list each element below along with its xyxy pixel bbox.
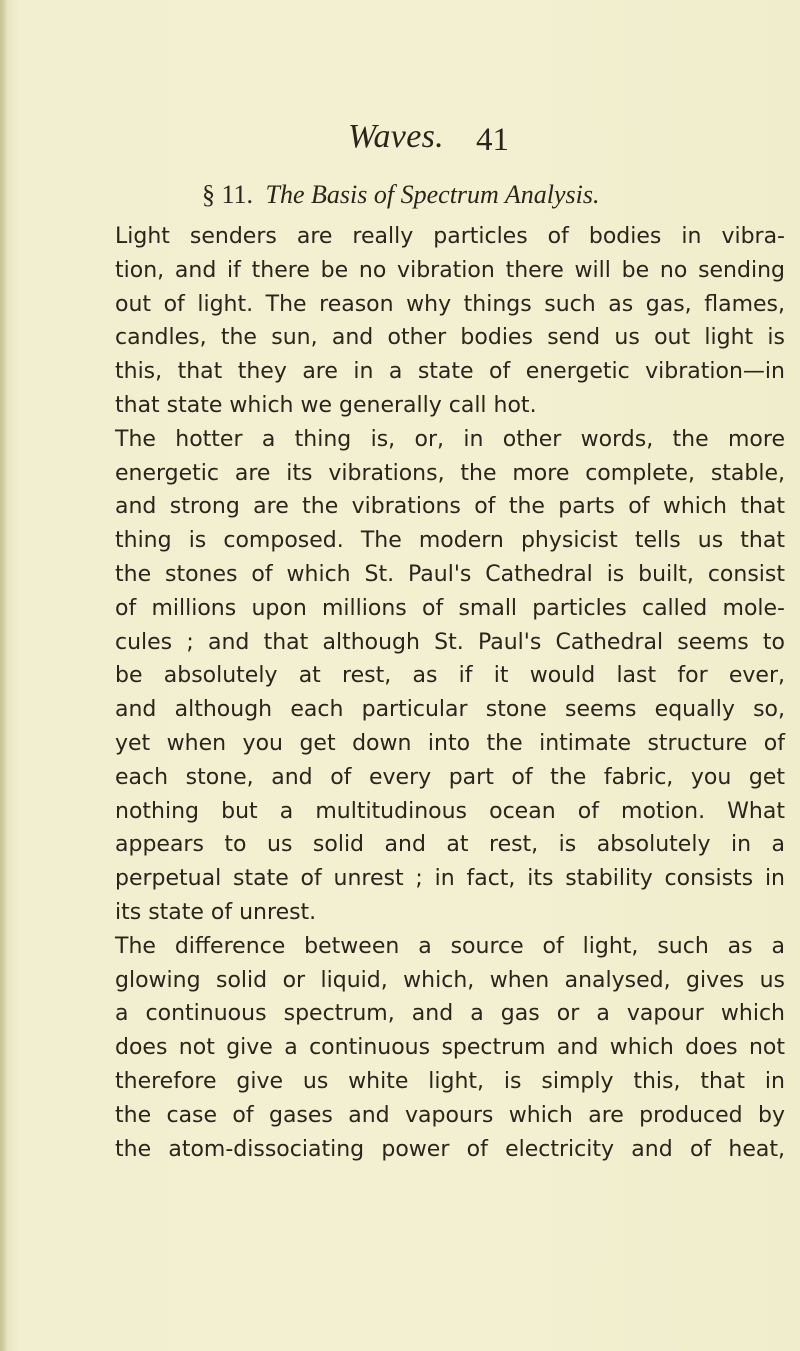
text-line: does not give a continuous spectrum and which does not xyxy=(115,1035,785,1061)
text-line: tion, and if there be no vibration there will be no sending xyxy=(115,257,785,283)
text-line: yet when you get down into the intimate structure of xyxy=(115,730,785,756)
text-line: be absolutely at rest, as if it would last for ever, xyxy=(115,663,785,689)
section-title: The Basis of Spectrum Analysis. xyxy=(265,180,600,209)
text-line: candles, the sun, and other bodies send us out light is xyxy=(115,325,785,351)
text-line: appears to us solid and at rest, is absolutely in a xyxy=(115,832,785,858)
text-line: each stone, and of every part of the fabric, you get xyxy=(115,764,785,790)
text-line: that state which we generally call hot. xyxy=(115,392,537,418)
text-line: this, that they are in a state of energetic vibration—in xyxy=(115,359,785,385)
running-head xyxy=(0,118,800,168)
spine-shadow xyxy=(0,0,8,1351)
text-line: the case of gases and vapours which are produced by xyxy=(115,1102,785,1128)
text-line: glowing solid or liquid, which, when analysed, gives us xyxy=(115,967,785,993)
page-number: 41 xyxy=(476,122,509,158)
running-title: Waves. xyxy=(348,118,444,155)
body-text xyxy=(115,220,785,1166)
text-line: out of light. The reason why things such as gas, flames, xyxy=(115,291,785,317)
text-line: and although each particular stone seems equally so, xyxy=(115,697,785,723)
section-heading xyxy=(202,180,599,210)
text-line: therefore give us white light, is simply this, that in xyxy=(115,1068,785,1094)
text-line: The hotter a thing is, or, in other words, the more xyxy=(115,426,785,452)
text-line: a continuous spectrum, and a gas or a vapour which xyxy=(115,1001,785,1027)
text-line: and strong are the vibrations of the parts of which that xyxy=(115,494,785,520)
text-line: cules ; and that although St. Paul's Cathedral seems to xyxy=(115,629,785,655)
text-line: the atom-dissociating power of electricity and of heat, xyxy=(115,1136,785,1162)
text-line: thing is composed. The modern physicist tells us that xyxy=(115,528,785,554)
text-line: the stones of which St. Paul's Cathedral is built, consist xyxy=(115,561,785,587)
text-line: perpetual state of unrest ; in fact, its stability consists in xyxy=(115,866,785,892)
section-number: § 11. xyxy=(202,180,254,209)
text-line: of millions upon millions of small particles called mole- xyxy=(115,595,785,621)
text-line: its state of unrest. xyxy=(115,899,317,925)
text-line: nothing but a multitudinous ocean of motion. What xyxy=(115,798,785,824)
text-line: energetic are its vibrations, the more complete, stable, xyxy=(115,460,785,486)
text-line: Light senders are really particles of bodies in vibra- xyxy=(115,224,785,249)
text-line: The difference between a source of light, such as a xyxy=(115,933,785,959)
